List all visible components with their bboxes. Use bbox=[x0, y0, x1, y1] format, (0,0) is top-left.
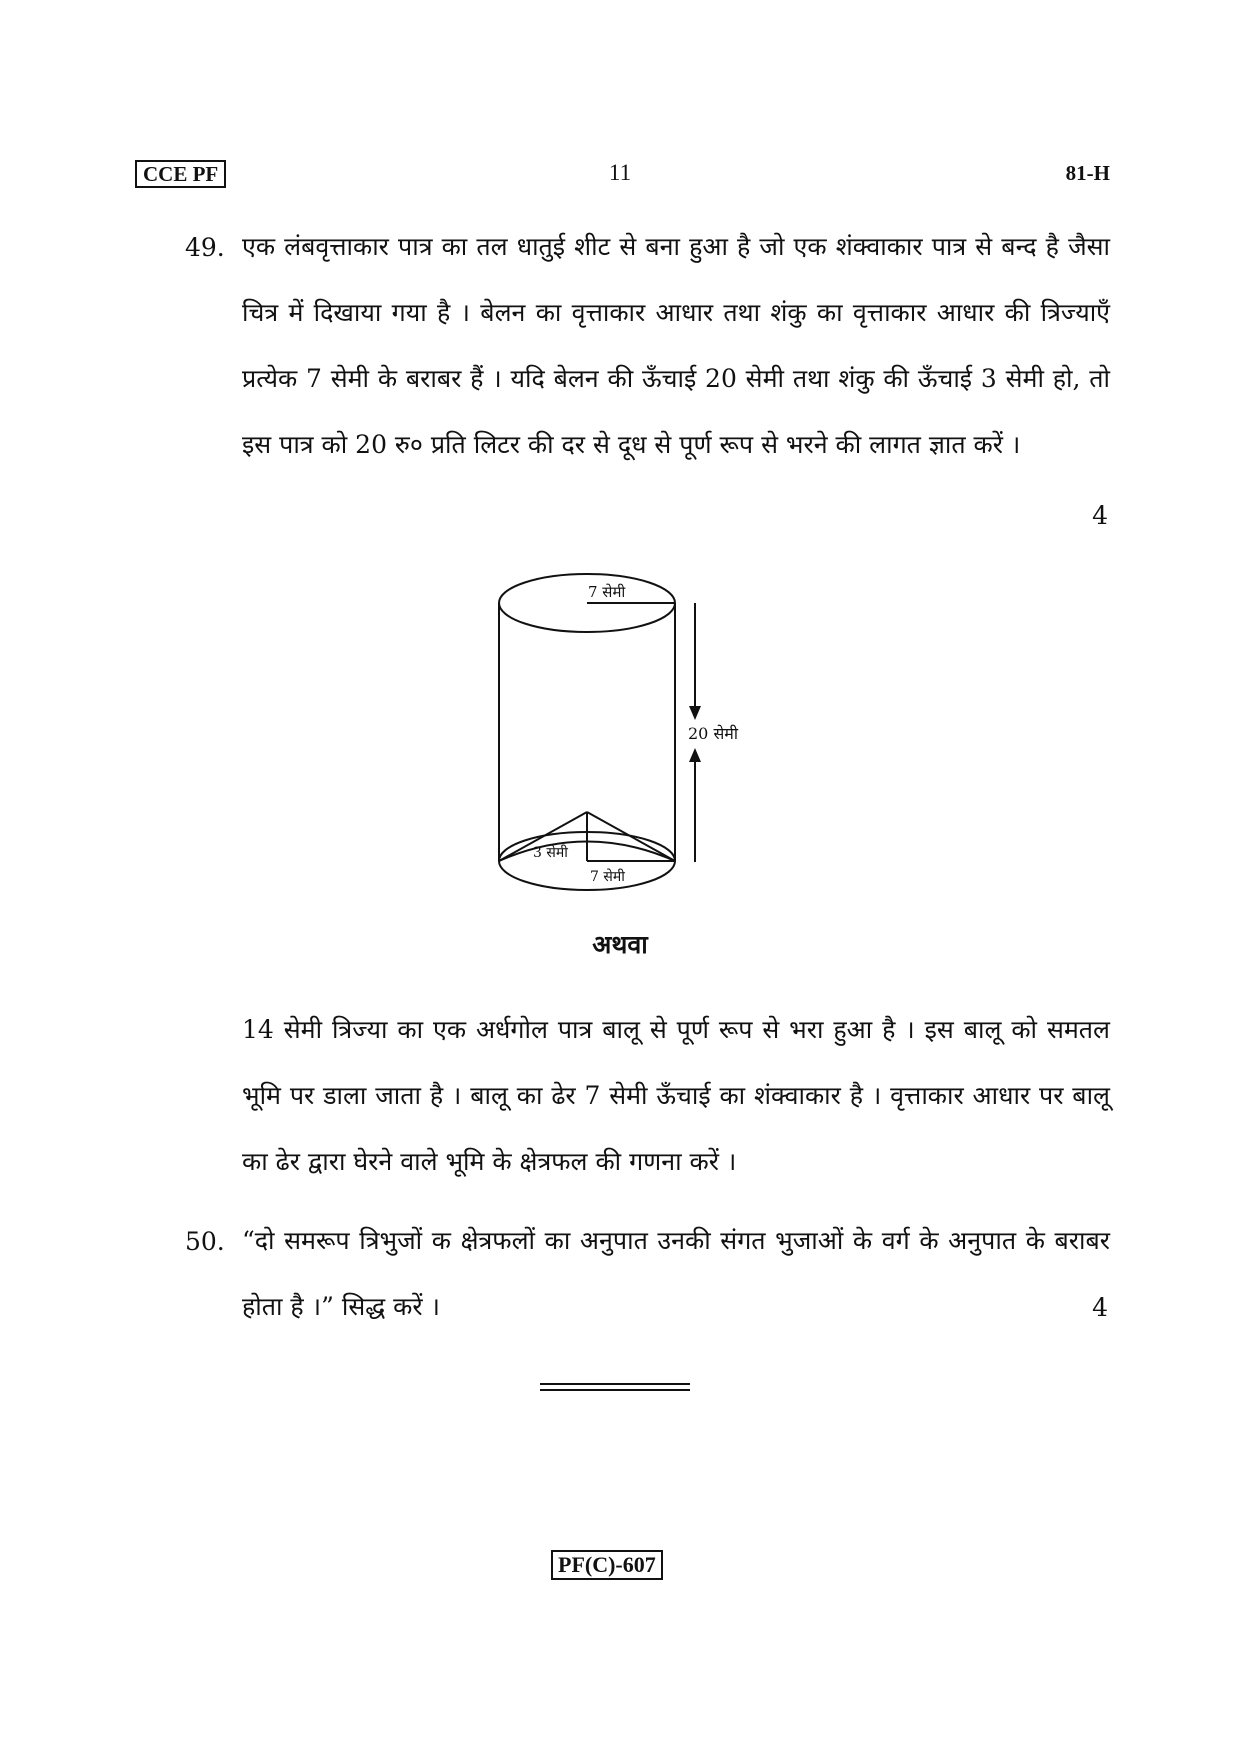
cylinder-cone-figure bbox=[480, 560, 780, 900]
question-50-marks: 4 bbox=[1092, 1293, 1108, 1322]
cone-right-slant bbox=[587, 812, 675, 861]
arrow-head-down bbox=[689, 706, 701, 720]
cone-height-label: 3 सेमी bbox=[533, 845, 568, 861]
question-49-number: 49. bbox=[185, 233, 225, 262]
end-double-rule bbox=[540, 1383, 690, 1391]
alternative-question-text: 14 सेमी त्रिज्या का एक अर्धगोल पात्र बालू से पूर्ण रूप से भरा हुआ है । इस बालू को समतल भूमि पर डाला जाता है । बालू का ढेर 7 सेमी ऊँचाई का शंक्वाकार है । वृत्ताकार आधार पर बालू का ढेर द्वारा घेरने वाले भूमि के क्षेत्रफल की गणना करें । bbox=[242, 1015, 1110, 1176]
question-50-number: 50. bbox=[185, 1227, 225, 1256]
arrow-head-up bbox=[689, 748, 701, 762]
question-50-text: “दो समरूप त्रिभुजों क क्षेत्रफलों का अनुपात उनकी संगत भुजाओं के वर्ग के अनुपात के बराबर होता है ।” सिद्ध करें । bbox=[242, 1226, 1110, 1321]
question-49-text: एक लंबवृत्ताकार पात्र का तल धातुई शीट से बना हुआ है जो एक शंक्वाकार पात्र से बन्द है जैसा चित्र में दिखाया गया है । बेलन का वृत्ताकार आधार तथा शंकु का वृत्ताकार आधार की त्रिज्याएँ प्रत्येक 7 सेमी के बराबर हैं । यदि बेलन की ऊँचाई 20 सेमी तथा शंकु की ऊँचाई 3 सेमी हो, तो इस पात्र को 20 रु० प्रति लिटर की दर से दूध से पूर्ण रूप से भरने की लागत ज्ञात करें । bbox=[242, 232, 1110, 459]
height-label: 20 सेमी bbox=[688, 724, 738, 743]
bottom-radius-label: 7 सेमी bbox=[590, 869, 625, 885]
footer-code: PF(C)-607 bbox=[551, 1550, 663, 1580]
or-label: अथवा bbox=[592, 930, 648, 959]
header-left-code: CCE PF bbox=[135, 160, 226, 188]
question-49-marks: 4 bbox=[1092, 501, 1108, 530]
top-radius-label: 7 सेमी bbox=[588, 583, 626, 601]
paper-code: 81-H bbox=[1065, 161, 1110, 185]
page-number: 11 bbox=[608, 160, 632, 185]
